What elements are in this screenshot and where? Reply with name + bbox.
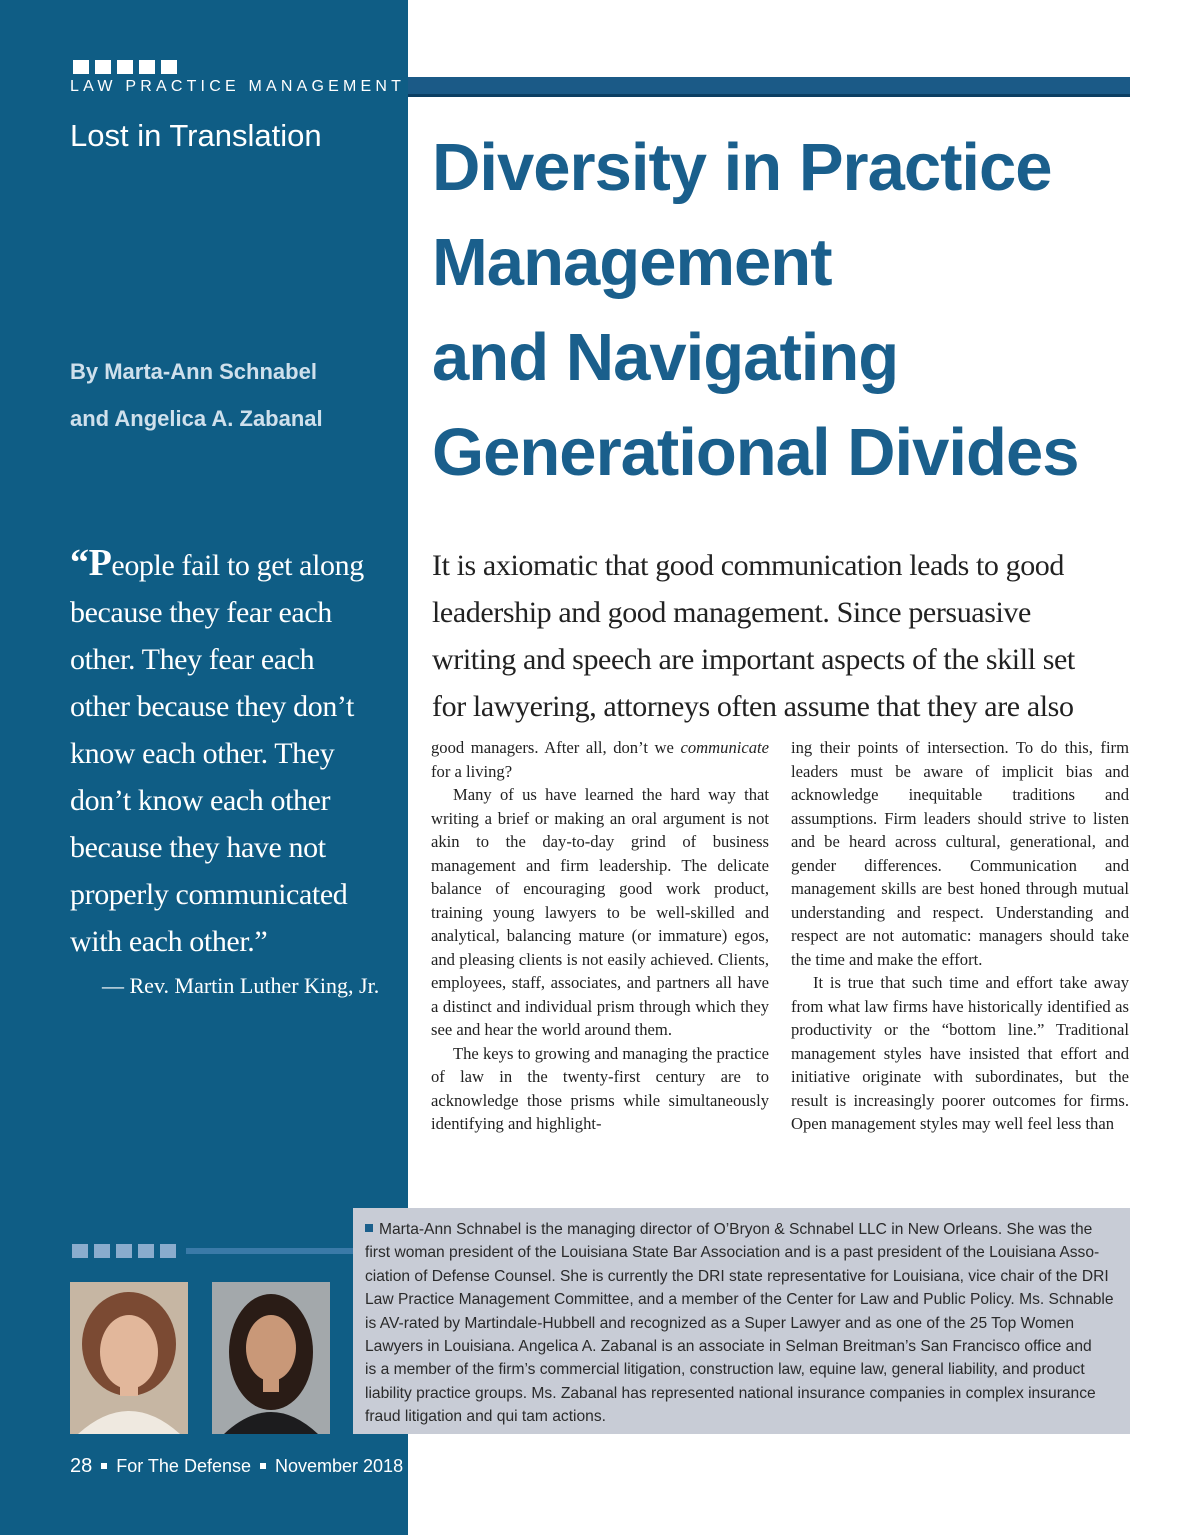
title-line: Generational Divides [432, 415, 1079, 490]
body-column-2 [791, 736, 1129, 1136]
square-icon [161, 60, 177, 74]
bio-line: is AV-rated by Martindale-Hubbell and recognized as a Super Lawyer and as one of the 25 Top Women [365, 1314, 1075, 1332]
quote-attribution: — Rev. Martin Luther King, Jr. [102, 973, 380, 998]
title-line: and Navigating [432, 320, 899, 395]
quote-open-mark: “ [70, 542, 89, 584]
section-rule [408, 77, 1130, 95]
byline-line-1: By Marta-Ann Schnabel [70, 359, 317, 384]
separator-icon [260, 1463, 266, 1469]
bio-line: Lawyers in Louisiana. Angelica A. Zabanal is an associate in Selman Breitman’s San Francisco office and [365, 1338, 1092, 1356]
page-footer [70, 1455, 403, 1478]
publication-name: For The Defense [116, 1456, 251, 1476]
lead-paragraph [432, 542, 1152, 730]
square-icon [95, 60, 111, 74]
pull-quote-line: know each other. They [70, 737, 335, 770]
section-rule-underline [408, 94, 1130, 97]
body-column-1 [431, 736, 769, 1136]
square-icon [116, 1244, 132, 1258]
decorative-squares-top [73, 60, 177, 74]
pull-quote-line: because they fear each [70, 596, 332, 629]
pull-quote [70, 540, 400, 965]
pull-quote-line: because they have not [70, 831, 326, 864]
square-icon [138, 1244, 154, 1258]
article-title [432, 120, 1192, 500]
lead-line: leadership and good management. Since persuasive [432, 596, 1031, 629]
author-photo-zabanal [212, 1282, 330, 1434]
decorative-rule [186, 1248, 356, 1254]
lead-line: It is axiomatic that good communication leads to good [432, 549, 1065, 582]
bio-line: Law Practice Management Committee, and a member of the Center for Law and Public Policy. Ms. Schnable [365, 1291, 1114, 1309]
bio-line: ciation of Defense Counsel. She is currently the DRI state representative for Louisiana, vice chair of the DRI [365, 1267, 1109, 1285]
section-label: LAW PRACTICE MANAGEMENT [70, 78, 406, 95]
kicker-heading: Lost in Translation [70, 118, 322, 153]
square-icon [160, 1244, 176, 1258]
body-paragraph: ing their points of intersection. To do this, firm leaders must be aware of implicit bias and acknowledge inequitable traditions and assumptions. Firm leaders should strive to listen and be heard across cultural, generational, and gender differences. Communication and management skills are best honed through mutual understanding and respect. Understanding and respect are not automatic: managers should take the time and make the effort. [791, 738, 1129, 969]
body-paragraph: good managers. After all, don’t we communicate for a living? [431, 738, 769, 781]
pull-quote-line: with each other.” [70, 925, 268, 958]
pull-quote-line: “People fail to get along [70, 542, 364, 584]
byline [70, 348, 323, 442]
bio-line: liability practice groups. Ms. Zabanal has represented national insurance companies in complex insurance [365, 1384, 1096, 1402]
author-bio-box [353, 1208, 1130, 1434]
bio-line: Marta-Ann Schnabel is the managing director of O’Bryon & Schnabel LLC in New Orleans. She was the [365, 1218, 1120, 1241]
pull-quote-line: properly communicated [70, 878, 348, 911]
issue-date: November 2018 [275, 1456, 404, 1476]
square-icon [117, 60, 133, 74]
bio-line: is a member of the firm’s commercial litigation, construction law, equine law, general liability, and product [365, 1361, 1085, 1379]
byline-line-2: and Angelica A. Zabanal [70, 406, 323, 431]
decorative-squares-bottom [72, 1244, 176, 1258]
square-icon [94, 1244, 110, 1258]
portrait-image [212, 1282, 330, 1434]
bio-line: first woman president of the Louisiana State Bar Association and is a past president of the Louisiana Asso- [365, 1244, 1100, 1262]
title-line: Management [432, 225, 832, 300]
body-paragraph: Many of us have learned the hard way that writing a brief or making an oral argument is not akin to the day-to-day grind of business management and firm leadership. The delicate balance of encouraging good work product, training young lawyers to be well-skilled and analytical, balancing mature (or immature) egos, and pleasing clients is not easily achieved. Clients, employees, staff, associates, and partners all have a distinct and individual prism through which they see and hear the world around them. [431, 785, 769, 1039]
drop-letter: P [88, 542, 112, 584]
pull-quote-line: don’t know each other [70, 784, 331, 817]
lead-line: for lawyering, attorneys often assume that they are also [432, 690, 1074, 723]
separator-icon [101, 1463, 107, 1469]
bullet-square-icon [365, 1224, 373, 1232]
pull-quote-line: other. They fear each [70, 643, 315, 676]
square-icon [72, 1244, 88, 1258]
emphasis: communicate [680, 738, 769, 757]
title-line: Diversity in Practice [432, 130, 1052, 205]
square-icon [73, 60, 89, 74]
body-paragraph: The keys to growing and managing the practice of law in the twenty-first century are to acknowledge those prisms while simultaneously identifying and highlight- [431, 1043, 769, 1133]
square-icon [139, 60, 155, 74]
page-number: 28 [70, 1455, 93, 1477]
author-photo-schnabel [70, 1282, 188, 1434]
bio-line: fraud litigation and qui tam actions. [365, 1408, 606, 1426]
body-paragraph: It is true that such time and effort take away from what law firms have historically identified as productivity or the “bottom line.” Traditional management styles have insisted that effort and initiative originate with subordinates, but the result is increasingly poorer outcomes for firms. Open management styles may well feel less than [791, 973, 1129, 1133]
portrait-image [70, 1282, 188, 1434]
lead-line: writing and speech are important aspects of the skill set [432, 643, 1075, 676]
pull-quote-line: other because they don’t [70, 690, 354, 723]
